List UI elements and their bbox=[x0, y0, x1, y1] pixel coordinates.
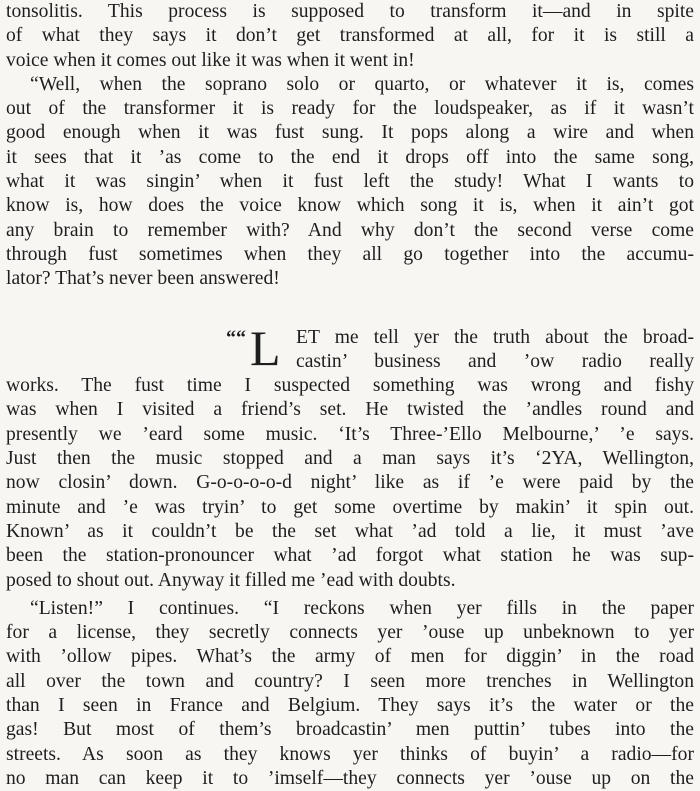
text-line: “Listen!” I continues. “I reckons when yer fills in the paper bbox=[30, 597, 694, 619]
text-line: streets. As soon as they knows yer thinks of buyin’ a radio—for bbox=[6, 743, 694, 765]
text-line: works. The fust time I suspected something was wrong and fishy bbox=[6, 375, 694, 397]
text-line: “Well, when the soprano solo or quarto, or whatever it is, comes bbox=[30, 73, 694, 95]
section-broadcasting bbox=[6, 319, 694, 791]
section-transformer bbox=[6, 0, 694, 292]
text-line: was when I visited a friend’s set. He twisted the ’andles round and bbox=[6, 399, 694, 421]
text-line: lator? That’s never been answered! bbox=[6, 268, 280, 290]
text-line: presently we ’eard some music. ‘It’s Three-’Ello Melbourne,’ ’e says. bbox=[6, 423, 694, 445]
text-line: voice when it comes out like it was when it went in! bbox=[6, 49, 415, 71]
text-line: know is, how does the voice know which song it is, when it ain’t got bbox=[6, 195, 694, 217]
dropcap-letter: L bbox=[250, 319, 281, 376]
text-line: with ’ollow pipes. What’s the army of men for diggin’ in the road bbox=[6, 646, 694, 668]
text-line: good enough when it was fust sung. It pops along a wire and when bbox=[6, 122, 694, 144]
text-line: Known’ as it couldn’t be the set what ’ad told a lie, it must ’ave bbox=[6, 520, 694, 542]
paragraph-3 bbox=[6, 319, 694, 593]
paragraph-2 bbox=[6, 73, 694, 292]
text-line: ET me tell yer the truth about the broad- bbox=[296, 326, 694, 348]
text-line: what it was singin’ when it fust left the study! What I wants to bbox=[6, 171, 694, 193]
text-line: through fust sometimes when they all go together into the accumu- bbox=[6, 243, 694, 265]
text-line: all over the town and country? I seen more trenches in Wellington bbox=[6, 670, 694, 692]
text-line: it sees that it ’as come to the end it drops off into the same song, bbox=[6, 146, 694, 168]
text-line: than I seen in France and Belgium. They says it’s the water or the bbox=[6, 695, 694, 717]
text-line: out of the transformer it is ready for the loudspeaker, as if it wasn’t bbox=[6, 98, 694, 120]
text-line: been the station-pronouncer what ’ad forgot what station he was sup- bbox=[6, 545, 694, 567]
text-line: gas! But most of them’s broadcastin’ men puttin’ tubes into the bbox=[6, 719, 694, 741]
text-line: now closin’ down. G-o-o-o-o-d night’ like as if ’e were paid by the bbox=[6, 472, 694, 494]
dropcap-text bbox=[296, 326, 694, 375]
paragraph-4 bbox=[6, 597, 694, 791]
text-line: for a license, they secretly connects yer ’ouse up unbeknown to yer bbox=[6, 622, 694, 644]
text-line: tonsolitis. This process is supposed to transform it—and in spite bbox=[6, 1, 694, 22]
dropcap bbox=[226, 319, 296, 376]
text-line: castin’ business and ’ow radio really bbox=[296, 350, 694, 372]
text-line: of what they says it don’t get transformed at all, for it is still a bbox=[6, 25, 694, 47]
dropcap-block bbox=[6, 319, 694, 376]
text-line: any brain to remember with? And why don’t the second verse come bbox=[6, 219, 694, 241]
text-line: posed to shout out. Anyway it filled me ’ead with doubts. bbox=[6, 569, 456, 591]
text-line: minute and ’e was tryin’ to get some overtime by makin’ it spin out. bbox=[6, 496, 694, 518]
section-gap bbox=[6, 292, 694, 326]
text-line: Just then the music stopped and a man says it’s ‘2YA, Wellington, bbox=[6, 448, 694, 470]
paragraph-1 bbox=[6, 0, 694, 73]
document-page bbox=[6, 0, 694, 789]
text-line: no man can keep it to ’imself—they connects yer ’ouse up on the bbox=[6, 767, 694, 789]
dropcap-quote-mark: ““ bbox=[226, 326, 246, 349]
